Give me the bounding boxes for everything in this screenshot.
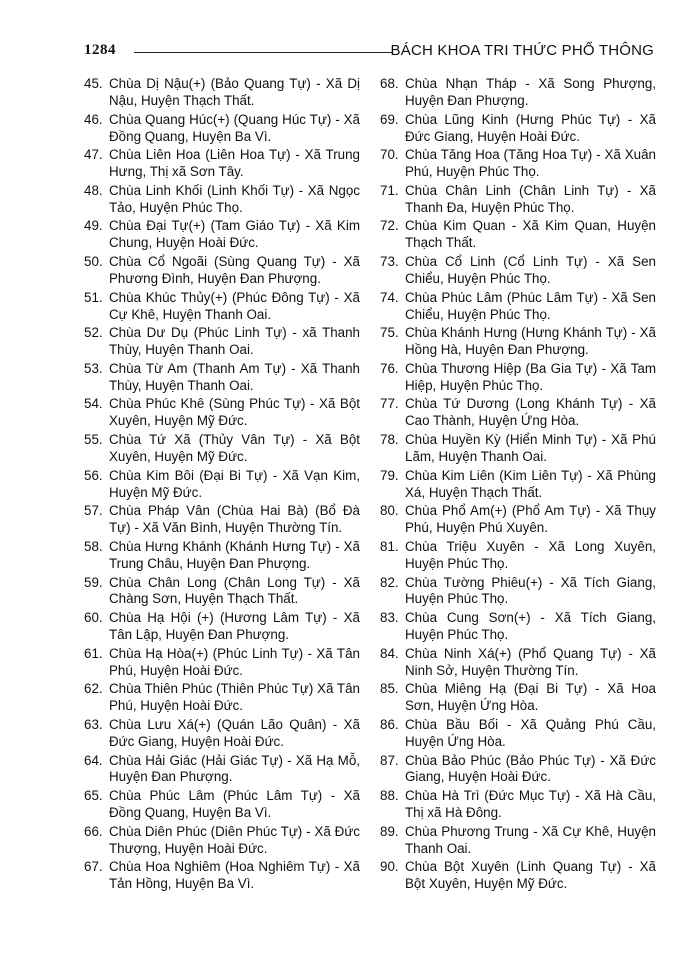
item-text: Chùa Phương Trung - Xã Cự Khê, Huyện Thanh Oai. xyxy=(405,823,656,856)
item-text: Chùa Tường Phiêu(+) - Xã Tích Giang, Huyện Phúc Thọ. xyxy=(405,574,656,607)
list-item xyxy=(84,753,360,787)
list-item xyxy=(84,76,360,110)
item-text: Chùa Bầu Bối - Xã Quảng Phú Cầu, Huyện Ứng Hòa. xyxy=(405,716,656,749)
list-item xyxy=(380,539,656,573)
list-item xyxy=(84,396,360,430)
item-text: Chùa Cung Sơn(+) - Xã Tích Giang, Huyện Phúc Thọ. xyxy=(405,610,656,643)
item-number: 82. xyxy=(380,574,399,590)
item-text: Chùa Hưng Khánh (Khánh Hưng Tự) - Xã Trung Châu, Huyện Đan Phượng. xyxy=(109,538,360,571)
item-text: Chùa Bảo Phúc (Bảo Phúc Tự) - Xã Đức Giang, Huyện Hoài Đức. xyxy=(405,752,656,785)
list-item xyxy=(380,859,656,893)
list-item xyxy=(380,290,656,324)
list-item xyxy=(380,396,656,430)
list-item xyxy=(84,361,360,395)
item-number: 78. xyxy=(380,432,399,448)
item-number: 73. xyxy=(380,254,399,270)
item-number: 77. xyxy=(380,396,399,412)
item-text: Chùa Kim Quan - Xã Kim Quan, Huyện Thạch Thất. xyxy=(405,218,656,251)
item-text: Chùa Cổ Linh (Cổ Linh Tự) - Xã Sen Chiểu, Huyện Phúc Thọ. xyxy=(405,254,656,286)
item-number: 60. xyxy=(84,610,103,626)
item-text: Chùa Kim Bôi (Đại Bi Tự) - Xã Vạn Kim, Huyện Mỹ Đức. xyxy=(109,467,360,500)
item-text: Chùa Diên Phúc (Diên Phúc Tự) - Xã Đức Thượng, Huyện Hoài Đức. xyxy=(109,823,360,856)
item-text: Chùa Huyền Kỳ (Hiển Minh Tự) - Xã Phú Lãm, Huyện Thanh Oai. xyxy=(405,432,656,464)
item-number: 87. xyxy=(380,752,399,768)
item-number: 56. xyxy=(84,467,103,483)
item-text: Chùa Hạ Hòa(+) (Phúc Linh Tự) - Xã Tân Phú, Huyện Hoài Đức. xyxy=(109,645,360,678)
item-number: 67. xyxy=(84,859,103,875)
list-item xyxy=(84,575,360,609)
item-number: 70. xyxy=(380,147,399,163)
item-number: 55. xyxy=(84,432,103,448)
item-text: Chùa Linh Khối (Linh Khối Tự) - Xã Ngọc Tảo, Huyện Phúc Thọ. xyxy=(109,182,360,215)
item-number: 86. xyxy=(380,716,399,732)
item-text: Chùa Hoa Nghiêm (Hoa Nghiêm Tự) - Xã Tản Hồng, Huyện Ba Vì. xyxy=(109,859,360,892)
item-number: 68. xyxy=(380,76,399,91)
list-item xyxy=(84,681,360,715)
item-number: 66. xyxy=(84,823,103,839)
list-item xyxy=(84,717,360,751)
item-number: 75. xyxy=(380,325,399,341)
list-item xyxy=(380,646,656,680)
list-item xyxy=(380,717,656,751)
item-number: 63. xyxy=(84,716,103,732)
item-text: Chùa Pháp Vân (Chùa Hai Bà) (Bổ Đà Tự) - Xã Văn Bình, Huyện Thường Tín. xyxy=(109,503,360,536)
list-item xyxy=(380,432,656,466)
list-item xyxy=(84,503,360,537)
item-text: Chùa Hà Trì (Đức Mục Tự) - Xã Hà Cầu, Thị xã Hà Đông. xyxy=(405,788,656,821)
list-item xyxy=(84,646,360,680)
item-text: Chùa Khúc Thủy(+) (Phúc Đông Tự) - Xã Cự Khê, Huyện Thanh Oai. xyxy=(109,289,360,322)
item-text: Chùa Thương Hiệp (Ba Gia Tự) - Xã Tam Hiệp, Huyện Phúc Thọ. xyxy=(405,360,656,393)
item-number: 48. xyxy=(84,182,103,198)
item-text: Chùa Phúc Lâm (Phúc Lâm Tự) - Xã Đồng Quang, Huyện Ba Vì. xyxy=(109,788,360,821)
item-text: Chùa Phúc Khê (Sùng Phúc Tự) - Xã Bột Xuyên, Huyện Mỹ Đức. xyxy=(109,396,360,429)
list-item xyxy=(380,468,656,502)
list-item xyxy=(380,254,656,288)
item-number: 84. xyxy=(380,645,399,661)
item-text: Chùa Nhạn Tháp - Xã Song Phượng, Huyện Đan Phượng. xyxy=(405,76,656,108)
item-number: 74. xyxy=(380,289,399,305)
item-number: 52. xyxy=(84,325,103,341)
list-item xyxy=(380,112,656,146)
item-number: 50. xyxy=(84,254,103,270)
item-text: Chùa Phổ Am(+) (Phổ Am Tự) - Xã Thụy Phú, Huyện Phú Xuyên. xyxy=(405,503,656,536)
item-number: 90. xyxy=(380,859,399,875)
item-number: 71. xyxy=(380,182,399,198)
list-item xyxy=(84,610,360,644)
item-number: 46. xyxy=(84,111,103,127)
item-text: Chùa Tứ Xã (Thủy Vân Tự) - Xã Bột Xuyên, Huyện Mỹ Đức. xyxy=(109,432,360,464)
item-number: 65. xyxy=(84,788,103,804)
item-text: Chùa Khánh Hưng (Hưng Khánh Tự) - Xã Hồng Hà, Huyện Đan Phượng. xyxy=(405,325,656,358)
item-text: Chùa Ninh Xá(+) (Phổ Quang Tự) - Xã Ninh Sở, Huyện Thường Tín. xyxy=(405,645,656,678)
list-item xyxy=(84,218,360,252)
item-text: Chùa Cổ Ngoãi (Sùng Quang Tự) - Xã Phương Đình, Huyện Đan Phượng. xyxy=(109,254,360,286)
list-item xyxy=(84,112,360,146)
item-number: 81. xyxy=(380,538,399,554)
item-text: Chùa Triệu Xuyên - Xã Long Xuyên, Huyện Phúc Thọ. xyxy=(405,538,656,571)
list-item xyxy=(84,183,360,217)
list-item xyxy=(380,361,656,395)
item-text: Chùa Chân Linh (Chân Linh Tự) - Xã Thanh Đa, Huyện Phúc Thọ. xyxy=(405,182,656,215)
item-text: Chùa Thiên Phúc (Thiên Phúc Tự) Xã Tân Phú, Huyện Hoài Đức. xyxy=(109,681,360,714)
item-text: Chùa Tăng Hoa (Tăng Hoa Tự) - Xã Xuân Phú, Huyện Phúc Thọ. xyxy=(405,147,656,180)
list-item xyxy=(380,183,656,217)
list-item xyxy=(380,753,656,787)
item-text: Chùa Kim Liên (Kim Liên Tự) - Xã Phùng Xá, Huyện Thạch Thất. xyxy=(405,467,656,500)
list-item xyxy=(84,147,360,181)
item-text: Chùa Liên Hoa (Liên Hoa Tự) - Xã Trung Hưng, Thị xã Sơn Tây. xyxy=(109,147,360,180)
list-item xyxy=(380,575,656,609)
list-item xyxy=(84,254,360,288)
list-item xyxy=(84,290,360,324)
list-item xyxy=(380,503,656,537)
item-number: 45. xyxy=(84,76,103,91)
item-number: 79. xyxy=(380,467,399,483)
item-text: Chùa Quang Húc(+) (Quang Húc Tự) - Xã Đồng Quang, Huyện Ba Vì. xyxy=(109,111,360,144)
item-text: Chùa Tứ Dương (Long Khánh Tự) - Xã Cao Thành, Huyện Ứng Hòa. xyxy=(405,396,656,429)
item-number: 72. xyxy=(380,218,399,234)
item-number: 61. xyxy=(84,645,103,661)
item-number: 49. xyxy=(84,218,103,234)
right-column xyxy=(380,76,656,895)
item-number: 64. xyxy=(84,752,103,768)
running-title: BÁCH KHOA TRI THỨC PHỔ THÔNG xyxy=(390,42,654,59)
item-text: Chùa Hạ Hội (+) (Hương Lâm Tự) - Xã Tân Lập, Huyện Đan Phượng. xyxy=(109,610,360,643)
item-number: 59. xyxy=(84,574,103,590)
item-text: Chùa Bột Xuyên (Linh Quang Tự) - Xã Bột Xuyên, Huyện Mỹ Đức. xyxy=(405,859,656,892)
list-item xyxy=(84,325,360,359)
page-header xyxy=(84,42,654,64)
item-text: Chùa Lưu Xá(+) (Quán Lão Quân) - Xã Đức Giang, Huyện Hoài Đức. xyxy=(109,716,360,749)
list-item xyxy=(84,468,360,502)
item-number: 51. xyxy=(84,289,103,305)
item-number: 57. xyxy=(84,503,103,519)
item-number: 80. xyxy=(380,503,399,519)
item-text: Chùa Miêng Hạ (Đại Bi Tự) - Xã Hoa Sơn, Huyện Ứng Hòa. xyxy=(405,681,656,714)
item-text: Chùa Dị Nậu(+) (Bảo Quang Tự) - Xã Dị Nậu, Huyện Thạch Thất. xyxy=(109,76,360,108)
page-number: 1284 xyxy=(84,42,116,58)
item-number: 88. xyxy=(380,788,399,804)
item-text: Chùa Dư Dụ (Phúc Linh Tự) - xã Thanh Thùy, Huyện Thanh Oai. xyxy=(109,325,360,358)
header-rule xyxy=(134,52,392,53)
item-number: 58. xyxy=(84,538,103,554)
list-item xyxy=(84,432,360,466)
item-text: Chùa Chân Long (Chân Long Tự) - Xã Chàng Sơn, Huyện Thạch Thất. xyxy=(109,574,360,607)
list-item xyxy=(380,76,656,110)
list-item xyxy=(84,824,360,858)
list-item xyxy=(84,539,360,573)
item-number: 89. xyxy=(380,823,399,839)
item-text: Chùa Phúc Lâm (Phúc Lâm Tự) - Xã Sen Chiểu, Huyện Phúc Thọ. xyxy=(405,289,656,322)
item-number: 62. xyxy=(84,681,103,697)
list-item xyxy=(84,788,360,822)
list-item xyxy=(380,147,656,181)
list-item xyxy=(380,788,656,822)
list-item xyxy=(380,824,656,858)
list-item xyxy=(380,681,656,715)
left-column xyxy=(84,76,360,895)
item-text: Chùa Lũng Kinh (Hưng Phúc Tự) - Xã Đức Giang, Huyện Hoài Đức. xyxy=(405,111,656,144)
item-number: 53. xyxy=(84,360,103,376)
item-text: Chùa Hải Giác (Hải Giác Tự) - Xã Hạ Mỗ, Huyện Đan Phượng. xyxy=(109,752,360,785)
list-item xyxy=(84,859,360,893)
item-number: 85. xyxy=(380,681,399,697)
item-number: 83. xyxy=(380,610,399,626)
item-number: 76. xyxy=(380,360,399,376)
item-number: 47. xyxy=(84,147,103,163)
list-item xyxy=(380,218,656,252)
item-text: Chùa Đại Tự(+) (Tam Giáo Tự) - Xã Kim Chung, Huyện Hoài Đức. xyxy=(109,218,360,251)
list-item xyxy=(380,325,656,359)
item-text: Chùa Từ Am (Thanh Am Tự) - Xã Thanh Thùy, Huyện Thanh Oai. xyxy=(109,360,360,393)
item-number: 69. xyxy=(380,111,399,127)
item-number: 54. xyxy=(84,396,103,412)
list-item xyxy=(380,610,656,644)
